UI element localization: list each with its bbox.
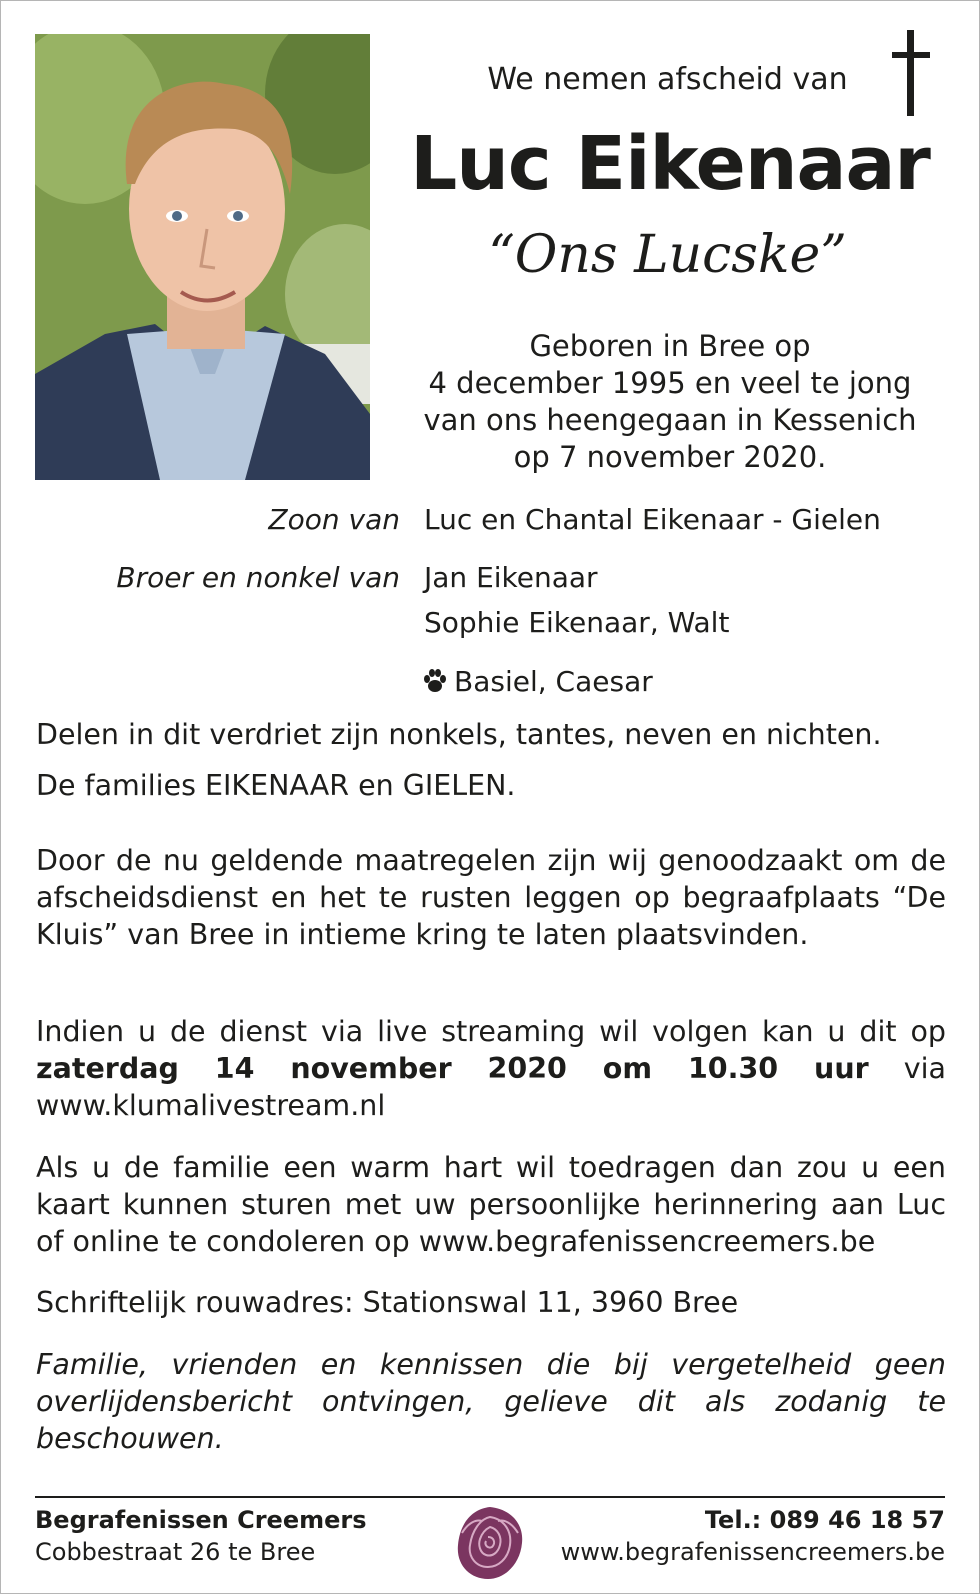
families-text: De families EIKENAAR en GIELEN. xyxy=(36,769,516,802)
streaming-text xyxy=(36,1013,946,1124)
pets-names: Basiel, Caesar xyxy=(454,665,653,698)
sibling-name: Jan Eikenaar xyxy=(424,561,598,594)
birth-line: Geboren in Bree op xyxy=(529,329,811,363)
footer-divider xyxy=(35,1496,945,1498)
company-name: Begrafenissen Creemers xyxy=(35,1506,367,1534)
birth-details xyxy=(390,328,950,476)
rose-logo xyxy=(452,1503,528,1587)
birth-line: 4 december 1995 en veel te jong xyxy=(428,366,912,400)
birth-line: van ons heengegaan in Kessenich xyxy=(423,403,917,437)
disclaimer-text: Familie, vrienden en kennissen die bij vergetelheid geen overlijdensbericht ontvingen, gelieve dit als zodanig te beschouwen. xyxy=(36,1348,946,1455)
mourning-address: Schriftelijk rouwadres: Stationswal 11, 3960 Bree xyxy=(36,1286,739,1319)
birth-line: op 7 november 2020. xyxy=(513,440,827,474)
deceased-name: Luc Eikenaar xyxy=(410,121,930,207)
sibling-label: Broer en nonkel van xyxy=(116,561,400,594)
paw-icon xyxy=(422,667,448,703)
intro-text: We nemen afscheid van xyxy=(487,62,848,97)
company-address: Cobbestraat 26 te Bree xyxy=(35,1538,316,1566)
parents-names: Luc en Chantal Eikenaar - Gielen xyxy=(424,503,881,536)
portrait-photo xyxy=(35,34,370,480)
pets-line xyxy=(422,664,653,703)
card-text: Als u de familie een warm hart wil toedragen dan zou u een kaart kunnen sturen met uw persoonlijke herinnering aan Luc of online te condoleren op www.begrafenissencreemers.be xyxy=(36,1151,946,1258)
service-datetime: zaterdag 14 november 2020 om 10.30 uur xyxy=(36,1052,869,1085)
measures-text: Door de nu geldende maatregelen zijn wij genoodzaakt om de afscheidsdienst en het te rusten leggen op begraafplaats “De Kluis” van Bree in intieme kring te laten plaatsvinden. xyxy=(36,844,946,951)
company-website[interactable]: www.begrafenissencreemers.be xyxy=(560,1538,945,1566)
streaming-link: via www.klumalivestream.nl xyxy=(36,1052,946,1122)
son-label: Zoon van xyxy=(268,503,400,536)
nickname: “Ons Lucske” xyxy=(488,225,847,285)
sharing-text: Delen in dit verdriet zijn nonkels, tantes, neven en nichten. xyxy=(36,718,882,751)
sibling-name: Sophie Eikenaar, Walt xyxy=(424,606,730,639)
streaming-intro: Indien u de dienst via live streaming wil volgen kan u dit op xyxy=(36,1015,946,1048)
company-phone: Tel.: 089 46 18 57 xyxy=(704,1506,945,1534)
